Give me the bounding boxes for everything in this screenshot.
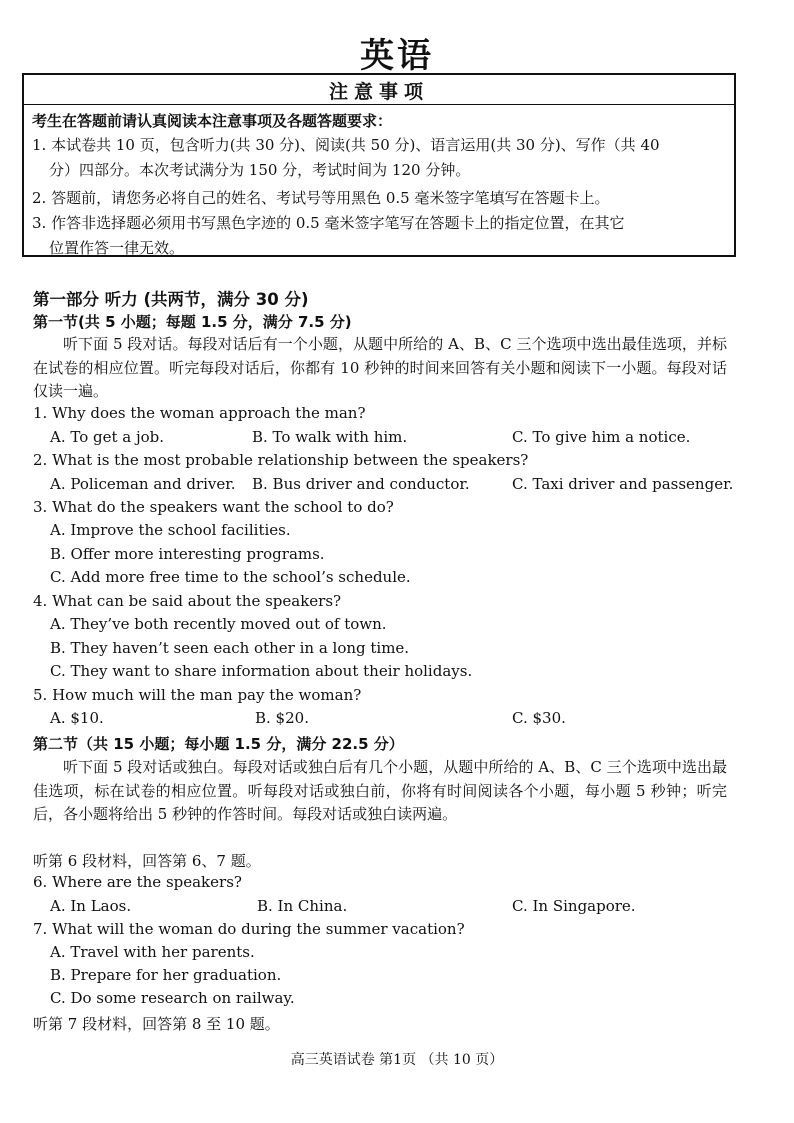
question-5-option-c: C. $30. [512,709,566,727]
notice-intro: 考生在答题前请认真阅读本注意事项及各题答题要求： [32,112,393,130]
notice-item-1-line-1: 1. 本试卷共 10 页，包含听力(共 30 分)、阅读(共 50 分)、语言运用(共 30 分)、写作（共 40 [32,136,660,154]
material-7-instruction: 听第 7 段材料，回答第 8 至 10 题。 [33,1015,280,1033]
notice-item-3-line-2: 位置作答一律无效。 [49,239,185,257]
question-5-option-a: A. $10. [50,709,104,727]
notice-item-1-line-2: 分）四部分。本次考试满分为 150 分，考试时间为 120 分钟。 [49,161,471,179]
question-5-option-b: B. $20. [255,709,309,727]
question-6-option-a: A. In Laos. [50,897,132,915]
question-1-option-b: B. To walk with him. [252,428,408,446]
question-1-option-c: C. To give him a notice. [512,428,691,446]
question-7: 7. What will the woman do during the summer vacation? [33,920,465,938]
part1-heading: 第一部分 听力 (共两节，满分 30 分) [33,290,309,309]
question-4-option-c: C. They want to share information about their holidays. [50,662,473,680]
section2-instructions: 听下面 5 段对话或独白。每段对话或独白后有几个小题，从题中所给的 A、B、C 三个选项中选出最佳选项，标在试卷的相应位置。听每段对话或独白前，你将有时间阅读各个小题，每小题 5 秒钟；听完后，各小题将给出 5 秒钟的作答时间。每段对话或独白读两遍。 [33,758,727,824]
question-2-option-a: A. Policeman and driver. [50,475,236,493]
notice-item-3 [32,211,732,261]
section1-instructions: 听下面 5 段对话。每段对话后有一个小题，从题中所给的 A、B、C 三个选项中选出最佳选项，并标在试卷的相应位置。听完每段对话后，你都有 10 秒钟的时间来回答有关小题和阅读下一小题。每段对话仅读一遍。 [33,335,727,401]
question-3-option-c: C. Add more free time to the school’s schedule. [50,568,411,586]
question-7-option-b: B. Prepare for her graduation. [50,966,282,984]
notice-divider [24,104,734,105]
material-6-instruction: 听第 6 段材料，回答第 6、7 题。 [33,852,261,870]
question-2-option-b: B. Bus driver and conductor. [252,475,470,493]
page-footer: 高三英语试卷 第1页 （共 10 页） [290,1052,504,1068]
question-2: 2. What is the most probable relationship between the speakers? [33,451,529,469]
section1-heading: 第一节(共 5 小题；每题 1.5 分，满分 7.5 分) [33,313,352,331]
question-3-option-a: A. Improve the school facilities. [50,521,291,539]
question-4-option-b: B. They haven’t seen each other in a long time. [50,639,410,657]
notice-item-1 [32,133,732,183]
question-3: 3. What do the speakers want the school to do? [33,498,394,516]
question-1: 1. Why does the woman approach the man? [33,404,366,422]
notice-item-3-line-1: 3. 作答非选择题必须用书写黑色字迹的 0.5 毫米签字笔写在答题卡上的指定位置，在其它 [32,214,625,232]
section2-heading: 第二节（共 15 小题；每小题 1.5 分，满分 22.5 分） [33,735,404,753]
page-title: 英语 [360,36,434,76]
notice-item-2 [32,186,732,211]
question-3-option-b: B. Offer more interesting programs. [50,545,325,563]
question-2-option-c: C. Taxi driver and passenger. [512,475,734,493]
notice-item-2-line-1: 2. 答题前，请您务必将自己的姓名、考试号等用黑色 0.5 毫米签字笔填写在答题卡上。 [32,189,610,207]
question-1-option-a: A. To get a job. [50,428,165,446]
question-6-option-c: C. In Singapore. [512,897,636,915]
question-6-option-b: B. In China. [257,897,348,915]
notice-box [22,73,736,257]
notice-title: 注意事项 [328,81,429,103]
question-5: 5. How much will the man pay the woman? [33,686,362,704]
question-6: 6. Where are the speakers? [33,873,242,891]
question-4: 4. What can be said about the speakers? [33,592,342,610]
question-7-option-a: A. Travel with her parents. [50,943,255,961]
question-4-option-a: A. They’ve both recently moved out of town. [50,615,387,633]
question-7-option-c: C. Do some research on railway. [50,989,295,1007]
